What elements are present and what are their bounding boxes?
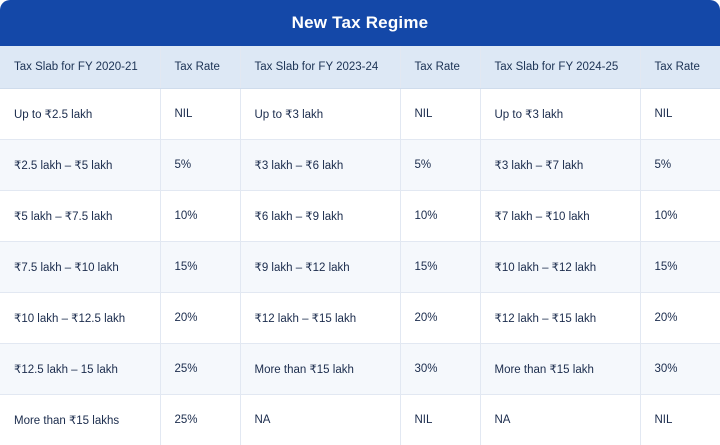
column-header-rate-2020-21: Tax Rate: [160, 46, 240, 89]
column-header-slab-2024-25: Tax Slab for FY 2024-25: [480, 46, 640, 89]
column-header-slab-2020-21: Tax Slab for FY 2020-21: [0, 46, 160, 89]
cell-rate: 5%: [400, 140, 480, 191]
cell-rate: 5%: [160, 140, 240, 191]
cell-rate: 10%: [400, 191, 480, 242]
cell-rate: 15%: [400, 242, 480, 293]
cell-rate: 20%: [160, 293, 240, 344]
cell-slab: Up to ₹3 lakh: [480, 89, 640, 140]
cell-rate: 5%: [640, 140, 720, 191]
cell-rate: NIL: [400, 395, 480, 445]
cell-slab: ₹12.5 lakh – 15 lakh: [0, 344, 160, 395]
cell-slab: ₹5 lakh – ₹7.5 lakh: [0, 191, 160, 242]
cell-rate: NIL: [640, 395, 720, 445]
table-row: [0, 191, 720, 242]
cell-rate: NIL: [400, 89, 480, 140]
cell-rate: 30%: [400, 344, 480, 395]
table-row: [0, 293, 720, 344]
cell-slab: ₹7.5 lakh – ₹10 lakh: [0, 242, 160, 293]
table-header-row: [0, 46, 720, 89]
column-header-rate-2024-25: Tax Rate: [640, 46, 720, 89]
cell-slab: ₹10 lakh – ₹12.5 lakh: [0, 293, 160, 344]
cell-rate: 15%: [160, 242, 240, 293]
page-title: New Tax Regime: [292, 13, 429, 33]
cell-slab: Up to ₹2.5 lakh: [0, 89, 160, 140]
cell-slab: Up to ₹3 lakh: [240, 89, 400, 140]
cell-slab: More than ₹15 lakhs: [0, 395, 160, 445]
cell-rate: NIL: [160, 89, 240, 140]
cell-slab: ₹12 lakh – ₹15 lakh: [240, 293, 400, 344]
cell-slab: NA: [480, 395, 640, 445]
cell-slab: More than ₹15 lakh: [480, 344, 640, 395]
cell-rate: NIL: [640, 89, 720, 140]
cell-slab: ₹3 lakh – ₹7 lakh: [480, 140, 640, 191]
table-row: [0, 140, 720, 191]
cell-slab: ₹3 lakh – ₹6 lakh: [240, 140, 400, 191]
table-row: [0, 344, 720, 395]
cell-rate: 30%: [640, 344, 720, 395]
cell-slab: ₹12 lakh – ₹15 lakh: [480, 293, 640, 344]
cell-slab: ₹7 lakh – ₹10 lakh: [480, 191, 640, 242]
cell-slab: ₹6 lakh – ₹9 lakh: [240, 191, 400, 242]
tax-slab-table: [0, 46, 720, 445]
cell-slab: NA: [240, 395, 400, 445]
cell-slab: ₹2.5 lakh – ₹5 lakh: [0, 140, 160, 191]
table-row: [0, 242, 720, 293]
cell-rate: 25%: [160, 395, 240, 445]
cell-rate: 10%: [640, 191, 720, 242]
cell-rate: 15%: [640, 242, 720, 293]
card-header: [0, 0, 720, 46]
cell-rate: 20%: [400, 293, 480, 344]
column-header-slab-2023-24: Tax Slab for FY 2023-24: [240, 46, 400, 89]
column-header-rate-2023-24: Tax Rate: [400, 46, 480, 89]
table-row: [0, 89, 720, 140]
cell-rate: 10%: [160, 191, 240, 242]
cell-slab: More than ₹15 lakh: [240, 344, 400, 395]
table-body: [0, 89, 720, 445]
cell-slab: ₹9 lakh – ₹12 lakh: [240, 242, 400, 293]
table-row: [0, 395, 720, 445]
cell-rate: 25%: [160, 344, 240, 395]
cell-rate: 20%: [640, 293, 720, 344]
cell-slab: ₹10 lakh – ₹12 lakh: [480, 242, 640, 293]
